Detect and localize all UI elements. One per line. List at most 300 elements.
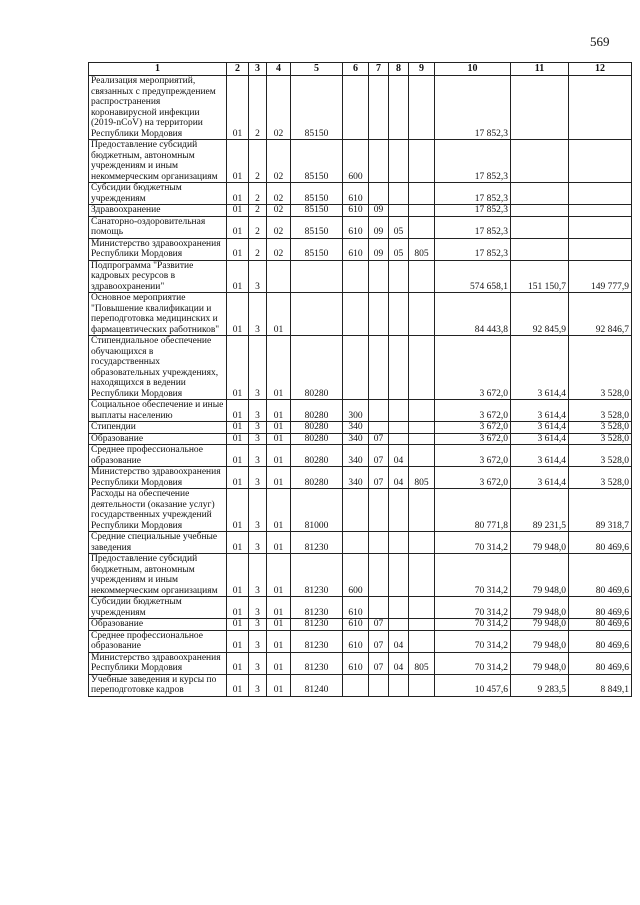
row-cell-col-5: 85150 <box>291 140 343 183</box>
row-cell-col-8 <box>389 674 409 696</box>
row-cell-col-11 <box>511 205 569 217</box>
row-cell-col-10: 17 852,3 <box>435 205 511 217</box>
row-cell-col-7 <box>369 597 389 619</box>
row-cell-col-11: 3 614,4 <box>511 433 569 445</box>
row-name-cell: Предоставление субсидий бюджетным, автономным учреждениям и иным некоммерческим организациям <box>89 554 227 597</box>
column-header: 12 <box>569 63 632 76</box>
row-cell-col-3: 3 <box>249 652 267 674</box>
row-cell-col-12: 80 469,6 <box>569 652 632 674</box>
row-cell-col-8 <box>389 183 409 205</box>
row-cell-col-7: 07 <box>369 619 389 631</box>
row-cell-col-7 <box>369 260 389 293</box>
row-cell-col-11: 89 231,5 <box>511 489 569 532</box>
table-row <box>89 652 632 674</box>
row-cell-col-6: 610 <box>343 183 369 205</box>
row-cell-col-3: 2 <box>249 140 267 183</box>
row-cell-col-4: 02 <box>267 238 291 260</box>
row-cell-col-5: 85150 <box>291 183 343 205</box>
row-cell-col-11: 79 948,0 <box>511 532 569 554</box>
table-row <box>89 630 632 652</box>
row-cell-col-2: 01 <box>227 205 249 217</box>
row-cell-col-5: 81000 <box>291 489 343 532</box>
row-cell-col-6 <box>343 293 369 336</box>
row-cell-col-12: 80 469,6 <box>569 630 632 652</box>
row-cell-col-4: 01 <box>267 532 291 554</box>
row-cell-col-9 <box>409 532 435 554</box>
row-cell-col-5: 81230 <box>291 597 343 619</box>
row-cell-col-7 <box>369 293 389 336</box>
table-row <box>89 422 632 434</box>
row-cell-col-5: 81230 <box>291 619 343 631</box>
row-cell-col-5: 85150 <box>291 238 343 260</box>
row-cell-col-2: 01 <box>227 293 249 336</box>
row-cell-col-3: 2 <box>249 76 267 140</box>
row-cell-col-9 <box>409 554 435 597</box>
row-cell-col-3: 3 <box>249 293 267 336</box>
row-cell-col-2: 01 <box>227 619 249 631</box>
row-cell-col-12: 149 777,9 <box>569 260 632 293</box>
row-cell-col-11: 79 948,0 <box>511 597 569 619</box>
row-cell-col-11: 3 614,4 <box>511 445 569 467</box>
row-cell-col-4: 02 <box>267 140 291 183</box>
row-cell-col-5: 80280 <box>291 433 343 445</box>
row-cell-col-10: 70 314,2 <box>435 532 511 554</box>
row-cell-col-10: 3 672,0 <box>435 336 511 400</box>
row-cell-col-4: 01 <box>267 400 291 422</box>
row-cell-col-3: 3 <box>249 400 267 422</box>
row-cell-col-4: 02 <box>267 183 291 205</box>
column-header: 3 <box>249 63 267 76</box>
row-cell-col-12: 3 528,0 <box>569 400 632 422</box>
row-cell-col-10: 17 852,3 <box>435 140 511 183</box>
row-cell-col-9 <box>409 630 435 652</box>
row-cell-col-7: 07 <box>369 652 389 674</box>
table-row <box>89 205 632 217</box>
row-cell-col-5: 81230 <box>291 652 343 674</box>
row-cell-col-5: 85150 <box>291 216 343 238</box>
row-name-cell: Министерство здравоохранения Республики Мордовия <box>89 238 227 260</box>
row-cell-col-7: 09 <box>369 205 389 217</box>
row-cell-col-11: 3 614,4 <box>511 422 569 434</box>
row-cell-col-3: 3 <box>249 489 267 532</box>
row-cell-col-3: 3 <box>249 260 267 293</box>
row-cell-col-10: 70 314,2 <box>435 619 511 631</box>
row-cell-col-4: 01 <box>267 489 291 532</box>
row-name-cell: Санаторно-оздоровительная помощь <box>89 216 227 238</box>
row-cell-col-6: 300 <box>343 400 369 422</box>
row-cell-col-9 <box>409 216 435 238</box>
row-cell-col-7 <box>369 400 389 422</box>
row-cell-col-4: 01 <box>267 445 291 467</box>
row-cell-col-12: 8 849,1 <box>569 674 632 696</box>
row-cell-col-10: 17 852,3 <box>435 238 511 260</box>
row-cell-col-12: 80 469,6 <box>569 532 632 554</box>
row-cell-col-6 <box>343 336 369 400</box>
row-cell-col-3: 3 <box>249 554 267 597</box>
row-name-cell: Министерство здравоохранения Республики Мордовия <box>89 652 227 674</box>
row-cell-col-10: 70 314,2 <box>435 652 511 674</box>
row-cell-col-6: 610 <box>343 652 369 674</box>
row-cell-col-7: 09 <box>369 216 389 238</box>
row-cell-col-2: 01 <box>227 445 249 467</box>
row-cell-col-2: 01 <box>227 554 249 597</box>
row-cell-col-5: 80280 <box>291 400 343 422</box>
row-cell-col-9 <box>409 336 435 400</box>
row-cell-col-2: 01 <box>227 238 249 260</box>
row-name-cell: Образование <box>89 619 227 631</box>
row-cell-col-4: 02 <box>267 76 291 140</box>
row-name-cell: Стипендии <box>89 422 227 434</box>
row-cell-col-9 <box>409 183 435 205</box>
row-cell-col-8 <box>389 619 409 631</box>
row-cell-col-4: 01 <box>267 293 291 336</box>
row-cell-col-8: 05 <box>389 238 409 260</box>
row-name-cell: Стипендиальное обеспечение обучающихся в государственных образовательных учреждениях, находящихся в ведении Республики Мордовия <box>89 336 227 400</box>
row-cell-col-10: 3 672,0 <box>435 433 511 445</box>
column-header: 8 <box>389 63 409 76</box>
row-cell-col-6: 610 <box>343 630 369 652</box>
row-cell-col-8: 04 <box>389 445 409 467</box>
row-cell-col-6: 610 <box>343 205 369 217</box>
row-cell-col-7 <box>369 532 389 554</box>
table-row <box>89 532 632 554</box>
table-row <box>89 336 632 400</box>
row-cell-col-8 <box>389 293 409 336</box>
row-cell-col-8 <box>389 336 409 400</box>
row-cell-col-3: 3 <box>249 674 267 696</box>
row-cell-col-8: 04 <box>389 467 409 489</box>
row-cell-col-12: 80 469,6 <box>569 597 632 619</box>
row-cell-col-9: 805 <box>409 467 435 489</box>
table-row <box>89 489 632 532</box>
row-cell-col-7 <box>369 422 389 434</box>
column-header: 2 <box>227 63 249 76</box>
row-cell-col-7 <box>369 183 389 205</box>
row-cell-col-2: 01 <box>227 467 249 489</box>
row-cell-col-6: 340 <box>343 433 369 445</box>
row-cell-col-8 <box>389 205 409 217</box>
row-cell-col-12 <box>569 205 632 217</box>
row-cell-col-12 <box>569 238 632 260</box>
row-cell-col-12: 80 469,6 <box>569 619 632 631</box>
row-cell-col-4: 01 <box>267 652 291 674</box>
row-cell-col-6: 600 <box>343 140 369 183</box>
row-cell-col-9 <box>409 205 435 217</box>
row-cell-col-12: 3 528,0 <box>569 433 632 445</box>
table-row <box>89 260 632 293</box>
row-cell-col-10: 3 672,0 <box>435 422 511 434</box>
row-cell-col-4: 01 <box>267 422 291 434</box>
row-cell-col-5: 85150 <box>291 76 343 140</box>
row-cell-col-5: 80280 <box>291 336 343 400</box>
table-row <box>89 467 632 489</box>
row-cell-col-11: 92 845,9 <box>511 293 569 336</box>
row-cell-col-2: 01 <box>227 183 249 205</box>
row-cell-col-2: 01 <box>227 489 249 532</box>
row-cell-col-6: 340 <box>343 467 369 489</box>
row-cell-col-9: 805 <box>409 652 435 674</box>
row-cell-col-6: 610 <box>343 597 369 619</box>
row-cell-col-10: 3 672,0 <box>435 445 511 467</box>
row-cell-col-2: 01 <box>227 76 249 140</box>
row-cell-col-3: 3 <box>249 619 267 631</box>
row-cell-col-5: 81230 <box>291 630 343 652</box>
row-cell-col-6: 340 <box>343 445 369 467</box>
row-cell-col-11 <box>511 76 569 140</box>
row-cell-col-3: 3 <box>249 532 267 554</box>
row-cell-col-6 <box>343 532 369 554</box>
row-cell-col-4: 01 <box>267 467 291 489</box>
column-header: 1 <box>89 63 227 76</box>
column-header: 6 <box>343 63 369 76</box>
row-cell-col-12 <box>569 140 632 183</box>
column-header: 10 <box>435 63 511 76</box>
row-cell-col-7 <box>369 140 389 183</box>
row-cell-col-11: 9 283,5 <box>511 674 569 696</box>
row-cell-col-5 <box>291 260 343 293</box>
row-cell-col-5: 80280 <box>291 422 343 434</box>
row-cell-col-9 <box>409 445 435 467</box>
row-cell-col-8: 04 <box>389 652 409 674</box>
row-cell-col-12: 80 469,6 <box>569 554 632 597</box>
row-cell-col-10: 70 314,2 <box>435 630 511 652</box>
table-row <box>89 619 632 631</box>
row-cell-col-12 <box>569 183 632 205</box>
table-row <box>89 597 632 619</box>
row-cell-col-5: 85150 <box>291 205 343 217</box>
row-cell-col-4: 01 <box>267 336 291 400</box>
row-cell-col-6 <box>343 674 369 696</box>
row-cell-col-11 <box>511 238 569 260</box>
row-cell-col-2: 01 <box>227 216 249 238</box>
row-cell-col-7 <box>369 554 389 597</box>
row-cell-col-12 <box>569 216 632 238</box>
row-cell-col-8 <box>389 260 409 293</box>
row-cell-col-6: 610 <box>343 216 369 238</box>
row-cell-col-8 <box>389 422 409 434</box>
table-header-row <box>89 63 632 76</box>
row-cell-col-10: 17 852,3 <box>435 216 511 238</box>
row-cell-col-5 <box>291 293 343 336</box>
row-name-cell: Среднее профессиональное образование <box>89 445 227 467</box>
row-cell-col-6: 600 <box>343 554 369 597</box>
row-cell-col-7 <box>369 76 389 140</box>
row-cell-col-7: 07 <box>369 433 389 445</box>
row-name-cell: Среднее профессиональное образование <box>89 630 227 652</box>
row-cell-col-9 <box>409 140 435 183</box>
row-cell-col-11: 3 614,4 <box>511 467 569 489</box>
column-header: 11 <box>511 63 569 76</box>
row-name-cell: Предоставление субсидий бюджетным, автономным учреждениям и иным некоммерческим организациям <box>89 140 227 183</box>
row-cell-col-12: 3 528,0 <box>569 422 632 434</box>
row-cell-col-3: 3 <box>249 630 267 652</box>
row-name-cell: Здравоохранение <box>89 205 227 217</box>
table-row <box>89 216 632 238</box>
row-cell-col-6: 610 <box>343 238 369 260</box>
row-cell-col-9 <box>409 400 435 422</box>
row-cell-col-11: 79 948,0 <box>511 630 569 652</box>
row-cell-col-2: 01 <box>227 260 249 293</box>
row-cell-col-10: 10 457,6 <box>435 674 511 696</box>
row-name-cell: Основное мероприятие "Повышение квалификации и переподготовка медицинских и фармацевтических работников" <box>89 293 227 336</box>
row-cell-col-3: 2 <box>249 216 267 238</box>
row-cell-col-10: 70 314,2 <box>435 597 511 619</box>
row-cell-col-2: 01 <box>227 532 249 554</box>
row-cell-col-11: 79 948,0 <box>511 652 569 674</box>
row-cell-col-5: 80280 <box>291 445 343 467</box>
row-cell-col-2: 01 <box>227 422 249 434</box>
row-cell-col-2: 01 <box>227 630 249 652</box>
row-cell-col-6: 340 <box>343 422 369 434</box>
budget-table <box>88 62 632 697</box>
row-name-cell: Средние специальные учебные заведения <box>89 532 227 554</box>
row-cell-col-7: 09 <box>369 238 389 260</box>
table-row <box>89 400 632 422</box>
column-header: 9 <box>409 63 435 76</box>
row-cell-col-10: 3 672,0 <box>435 467 511 489</box>
row-cell-col-12: 89 318,7 <box>569 489 632 532</box>
row-cell-col-4: 01 <box>267 597 291 619</box>
row-cell-col-6: 610 <box>343 619 369 631</box>
row-cell-col-12: 3 528,0 <box>569 445 632 467</box>
row-cell-col-8 <box>389 597 409 619</box>
row-cell-col-12: 92 846,7 <box>569 293 632 336</box>
row-cell-col-3: 3 <box>249 597 267 619</box>
row-cell-col-7: 07 <box>369 445 389 467</box>
row-cell-col-4: 01 <box>267 674 291 696</box>
table-row <box>89 445 632 467</box>
row-cell-col-7 <box>369 336 389 400</box>
row-cell-col-3: 2 <box>249 205 267 217</box>
row-cell-col-8 <box>389 140 409 183</box>
row-cell-col-2: 01 <box>227 597 249 619</box>
row-cell-col-9 <box>409 619 435 631</box>
row-name-cell: Подпрограмма "Развитие кадровых ресурсов в здравоохранении" <box>89 260 227 293</box>
table-row <box>89 554 632 597</box>
row-cell-col-3: 3 <box>249 336 267 400</box>
row-cell-col-10: 70 314,2 <box>435 554 511 597</box>
row-cell-col-3: 3 <box>249 433 267 445</box>
row-cell-col-9 <box>409 597 435 619</box>
row-name-cell: Учебные заведения и курсы по переподготовке кадров <box>89 674 227 696</box>
row-cell-col-12 <box>569 76 632 140</box>
row-name-cell: Субсидии бюджетным учреждениям <box>89 597 227 619</box>
row-cell-col-8: 04 <box>389 630 409 652</box>
row-cell-col-11: 3 614,4 <box>511 336 569 400</box>
table-row <box>89 140 632 183</box>
row-cell-col-4: 01 <box>267 554 291 597</box>
row-cell-col-8 <box>389 76 409 140</box>
row-cell-col-11: 79 948,0 <box>511 554 569 597</box>
row-cell-col-12: 3 528,0 <box>569 467 632 489</box>
row-name-cell: Социальное обеспечение и иные выплаты населению <box>89 400 227 422</box>
row-cell-col-2: 01 <box>227 433 249 445</box>
row-cell-col-7 <box>369 489 389 532</box>
row-cell-col-10: 574 658,1 <box>435 260 511 293</box>
row-cell-col-11: 79 948,0 <box>511 619 569 631</box>
row-cell-col-8 <box>389 532 409 554</box>
row-cell-col-9 <box>409 422 435 434</box>
row-cell-col-7: 07 <box>369 630 389 652</box>
row-cell-col-10: 17 852,3 <box>435 76 511 140</box>
row-cell-col-6 <box>343 260 369 293</box>
row-cell-col-4: 01 <box>267 433 291 445</box>
row-cell-col-8: 05 <box>389 216 409 238</box>
row-cell-col-11 <box>511 183 569 205</box>
row-cell-col-7: 07 <box>369 467 389 489</box>
row-cell-col-11 <box>511 216 569 238</box>
row-cell-col-4: 01 <box>267 619 291 631</box>
row-cell-col-4: 02 <box>267 216 291 238</box>
row-cell-col-3: 2 <box>249 238 267 260</box>
row-name-cell: Субсидии бюджетным учреждениям <box>89 183 227 205</box>
table-body <box>89 76 632 697</box>
row-cell-col-6 <box>343 489 369 532</box>
row-cell-col-5: 81230 <box>291 532 343 554</box>
column-header: 4 <box>267 63 291 76</box>
row-cell-col-5: 81230 <box>291 554 343 597</box>
row-name-cell: Расходы на обеспечение деятельности (оказание услуг) государственных учреждений Республики Мордовия <box>89 489 227 532</box>
row-cell-col-2: 01 <box>227 652 249 674</box>
table-row <box>89 238 632 260</box>
row-cell-col-3: 3 <box>249 445 267 467</box>
row-cell-col-9 <box>409 76 435 140</box>
row-cell-col-9 <box>409 433 435 445</box>
row-cell-col-11: 3 614,4 <box>511 400 569 422</box>
row-cell-col-6 <box>343 76 369 140</box>
row-cell-col-5: 80280 <box>291 467 343 489</box>
row-cell-col-10: 84 443,8 <box>435 293 511 336</box>
row-cell-col-9 <box>409 260 435 293</box>
row-cell-col-5: 81240 <box>291 674 343 696</box>
row-cell-col-8 <box>389 554 409 597</box>
row-cell-col-11 <box>511 140 569 183</box>
table-row <box>89 76 632 140</box>
column-header: 7 <box>369 63 389 76</box>
row-cell-col-2: 01 <box>227 400 249 422</box>
row-cell-col-9 <box>409 293 435 336</box>
row-cell-col-10: 3 672,0 <box>435 400 511 422</box>
table-row <box>89 293 632 336</box>
row-cell-col-4: 02 <box>267 205 291 217</box>
row-cell-col-2: 01 <box>227 140 249 183</box>
row-cell-col-3: 3 <box>249 422 267 434</box>
row-cell-col-11: 151 150,7 <box>511 260 569 293</box>
row-cell-col-2: 01 <box>227 336 249 400</box>
row-cell-col-9 <box>409 674 435 696</box>
row-cell-col-10: 17 852,3 <box>435 183 511 205</box>
row-cell-col-4: 01 <box>267 630 291 652</box>
row-cell-col-10: 80 771,8 <box>435 489 511 532</box>
row-cell-col-12: 3 528,0 <box>569 336 632 400</box>
row-cell-col-8 <box>389 433 409 445</box>
row-cell-col-7 <box>369 674 389 696</box>
row-cell-col-4 <box>267 260 291 293</box>
row-cell-col-8 <box>389 400 409 422</box>
row-cell-col-8 <box>389 489 409 532</box>
row-name-cell: Реализация мероприятий, связанных с предупреждением распространения коронавирусной инфекции (2019-nCoV) на территории Республики Мордовия <box>89 76 227 140</box>
row-cell-col-2: 01 <box>227 674 249 696</box>
row-name-cell: Образование <box>89 433 227 445</box>
row-cell-col-9: 805 <box>409 238 435 260</box>
row-cell-col-9 <box>409 489 435 532</box>
row-cell-col-3: 2 <box>249 183 267 205</box>
table-row <box>89 183 632 205</box>
row-cell-col-3: 3 <box>249 467 267 489</box>
table-row <box>89 674 632 696</box>
table-row <box>89 433 632 445</box>
row-name-cell: Министерство здравоохранения Республики Мордовия <box>89 467 227 489</box>
